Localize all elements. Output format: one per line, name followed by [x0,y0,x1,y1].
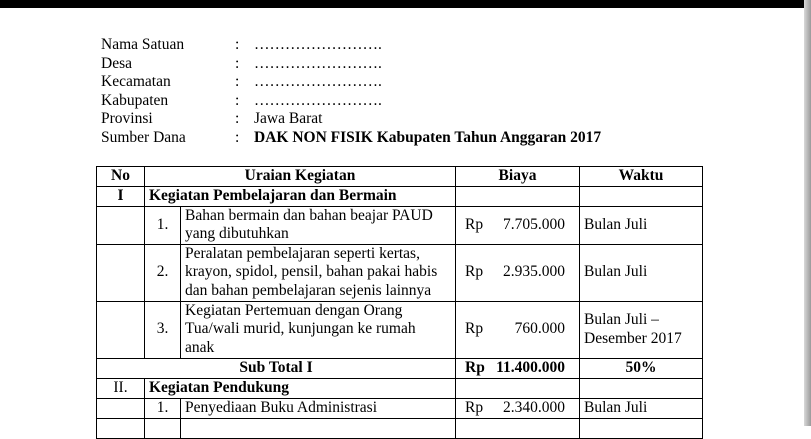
header-no: No [97,167,145,187]
header-waktu: Waktu [580,167,703,187]
description-line: Bahan bermain dan bahan beajar PAUD [185,206,433,224]
time-line: Bulan Juli [584,215,648,233]
table-row [97,398,703,418]
table-row-partial [97,418,703,438]
table-row [97,206,703,244]
cost-amount: 7.705.000 [503,215,565,233]
currency-label: Rp [465,320,484,338]
item-time [580,206,703,244]
item-description [181,244,456,301]
empty-cell [97,398,145,418]
subtotal-percent: 50% [580,358,703,378]
item-number: 1. [145,398,181,418]
description-line: Peralatan pembelajaran seperti kertas, [185,244,420,262]
info-label: Nama Satuan [101,36,185,53]
item-cost [456,301,580,358]
info-colon: : [235,73,240,90]
empty-cell [456,378,580,398]
time-line: Bulan Juli [584,398,648,416]
item-number: 1. [145,206,181,244]
section-row-2 [97,378,703,398]
subtotal-amount: 11.400.000 [496,358,565,376]
info-value: ……………………. [254,73,382,90]
empty-cell [181,418,456,438]
empty-cell [145,418,181,438]
description-line: Tua/wali murid, kunjungan ke rumah [185,320,416,338]
description-line: Kegiatan Pertemuan dengan Orang [185,301,403,319]
budget-table [96,166,703,439]
page-edge-shadow [804,0,811,426]
info-value: ……………………. [254,54,382,72]
empty-cell [580,418,703,438]
info-colon: : [235,128,240,146]
section-number: II. [97,378,145,398]
info-value: ……………………. [254,91,382,109]
empty-cell [97,418,145,438]
item-time [580,398,703,418]
subtotal-label: Sub Total I [97,358,456,378]
description-line: krayon, spidol, pensil, bahan pakai habis [185,263,438,281]
subtotal-cost [456,358,580,378]
info-label: Desa [101,54,132,72]
empty-cell [456,418,580,438]
table-row [97,244,703,301]
subtotal-row [97,358,703,378]
info-label: Sumber Dana [101,128,186,146]
empty-cell [580,378,703,398]
info-label: Kabupaten [101,91,169,109]
info-value: DAK NON FISIK Kabupaten Tahun Anggaran 2017 [254,128,602,146]
time-line: Desember 2017 [584,329,682,347]
info-label: Kecamatan [101,73,171,90]
item-cost [456,398,580,418]
info-colon: : [235,54,240,72]
item-description [181,206,456,244]
item-description [181,398,456,418]
info-label: Provinsi [101,110,153,127]
item-time [580,244,703,301]
window-top-bar [0,0,811,8]
item-description [181,301,456,358]
empty-cell [580,187,703,207]
item-number: 3. [145,301,181,358]
info-value: Jawa Barat [254,110,323,127]
section-number: I [97,187,145,207]
empty-cell [456,187,580,207]
item-cost [456,206,580,244]
description-line: yang dibutuhkan [185,225,289,242]
currency-label: Rp [465,263,484,281]
currency-label: Rp [465,358,485,376]
cost-amount: 2.935.000 [503,263,565,281]
info-colon: : [235,91,240,109]
item-number: 2. [145,244,181,301]
currency-label: Rp [465,398,484,416]
table-header-row [97,167,703,187]
section-title: Kegiatan Pembelajaran dan Bermain [145,187,456,207]
header-uraian: Uraian Kegiatan [145,167,456,187]
section-title: Kegiatan Pendukung [145,378,456,398]
header-biaya: Biaya [456,167,580,187]
currency-label: Rp [465,215,484,233]
cost-amount: 760.000 [514,320,565,338]
item-cost [456,244,580,301]
description-line: dan bahan pembelajaran sejenis lainnya [185,281,432,299]
cost-amount: 2.340.000 [503,398,565,416]
info-colon: : [235,110,240,127]
time-line: Bulan Juli – [584,311,659,328]
time-line: Bulan Juli [584,263,648,281]
info-value: ……………………. [254,36,382,53]
empty-cell [97,301,145,358]
item-time [580,301,703,358]
info-colon: : [235,36,240,53]
description-line: Penyediaan Buku Administrasi [185,398,378,416]
table-row [97,301,703,358]
description-line: anak [185,338,215,356]
section-row-1 [97,187,703,207]
empty-cell [97,244,145,301]
empty-cell [97,206,145,244]
